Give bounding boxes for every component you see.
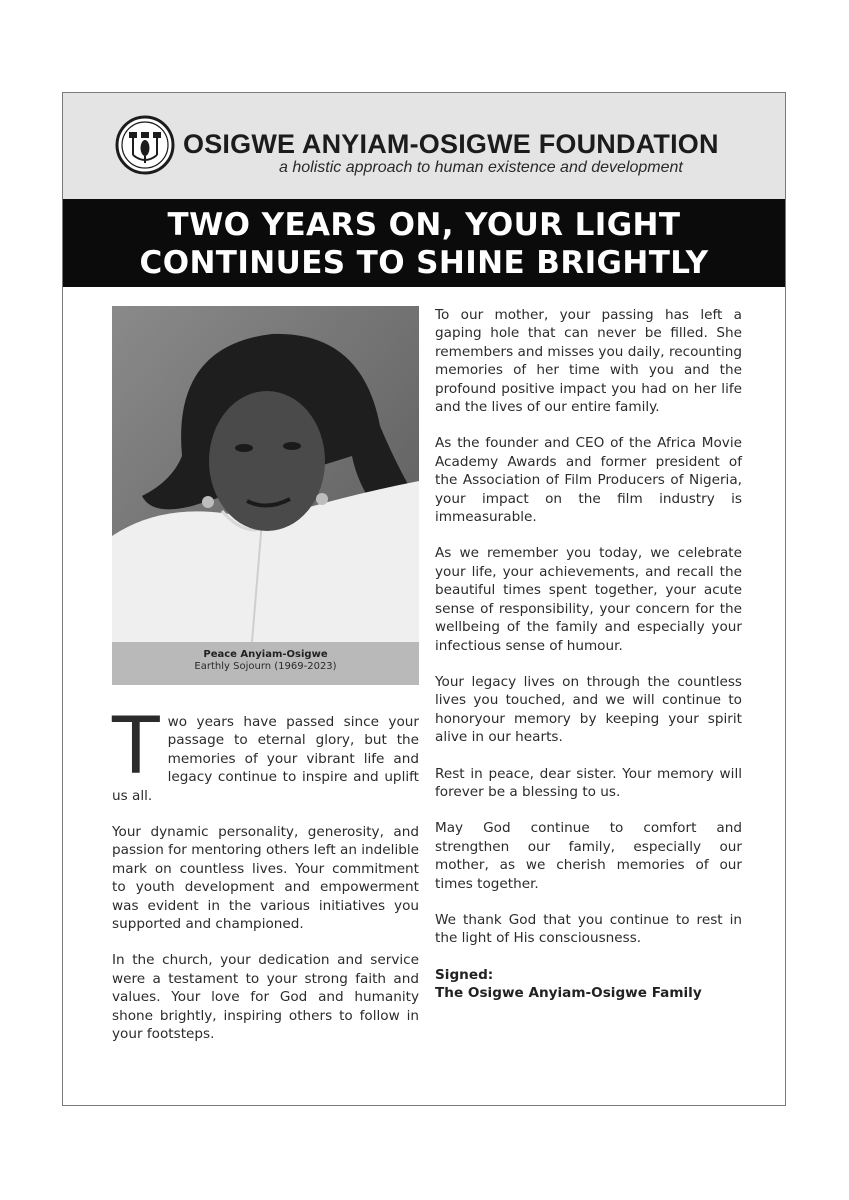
foundation-name: OSIGWE ANYIAM-OSIGWE FOUNDATION [183,129,719,159]
caption-dates: Earthly Sojourn (1969-2023) [194,661,337,672]
paragraph: Your legacy lives on through the countless lives you touched, and we will continue to honoryour memory by keeping your spirit alive in our hearts. [435,673,742,746]
paragraph-text: wo years have passed since your passage to eternal glory, but the memories of your vibrant life and legacy continue to inspire and uplift us all. [112,714,419,804]
signed-label: Signed: [435,966,494,983]
paragraph: Your dynamic personality, generosity, and passion for mentoring others left an indelible mark on countless lives. Your commitment to youth development and empowerment was evident in the various initiatives you supported and championed. [112,824,419,933]
paragraph [112,702,419,805]
drop-cap: T [112,702,160,792]
foundation-tagline: a holistic approach to human existence and development [279,159,683,176]
paragraph: To our mother, your passing has left a gaping hole that can never be filled. She remembers and misses you daily, recounting memories of her time with you and the profound positive impact you had on her life and the lives of our entire family. [435,307,742,416]
obituary-notice [62,92,786,1106]
caption-name: Peace Anyiam-Osigwe [203,649,328,660]
portrait-photo [112,306,419,642]
paragraph: We thank God that you continue to rest in the light of His consciousness. [435,911,742,947]
right-column-text [435,306,742,1021]
signed-by: The Osigwe Anyiam-Osigwe Family [435,985,702,1002]
headline-banner [63,199,785,287]
paragraph: As we remember you today, we celebrate your life, your achievements, and recall the beautiful times spent together, your acute sense of responsibility, your concern for the wellbeing of the family and especially your infectious sense of humour. [435,545,742,654]
signature-block [435,966,742,1003]
photo-caption [112,642,419,685]
left-column-text [112,702,419,1062]
paragraph: May God continue to comfort and strengthen our family, especially our mother, as we cherish memories of our times together. [435,820,742,892]
foundation-logo-icon [115,115,175,175]
headline-line-2: CONTINUES TO SHINE BRIGHTLY [139,245,709,281]
paragraph: As the founder and CEO of the Africa Movie Academy Awards and former president of the Association of Film Producers of Nigeria, your impact on the film industry is immeasurable. [435,435,742,526]
paragraph: Rest in peace, dear sister. Your memory will forever be a blessing to us. [435,765,742,800]
headline-line-1: TWO YEARS ON, YOUR LIGHT [167,207,681,243]
paragraph: In the church, your dedication and service were a testament to your strong faith and values. Your love for God and humanity shone brightly, inspiring others to follow in your footsteps. [112,952,419,1043]
foundation-header [63,93,785,199]
